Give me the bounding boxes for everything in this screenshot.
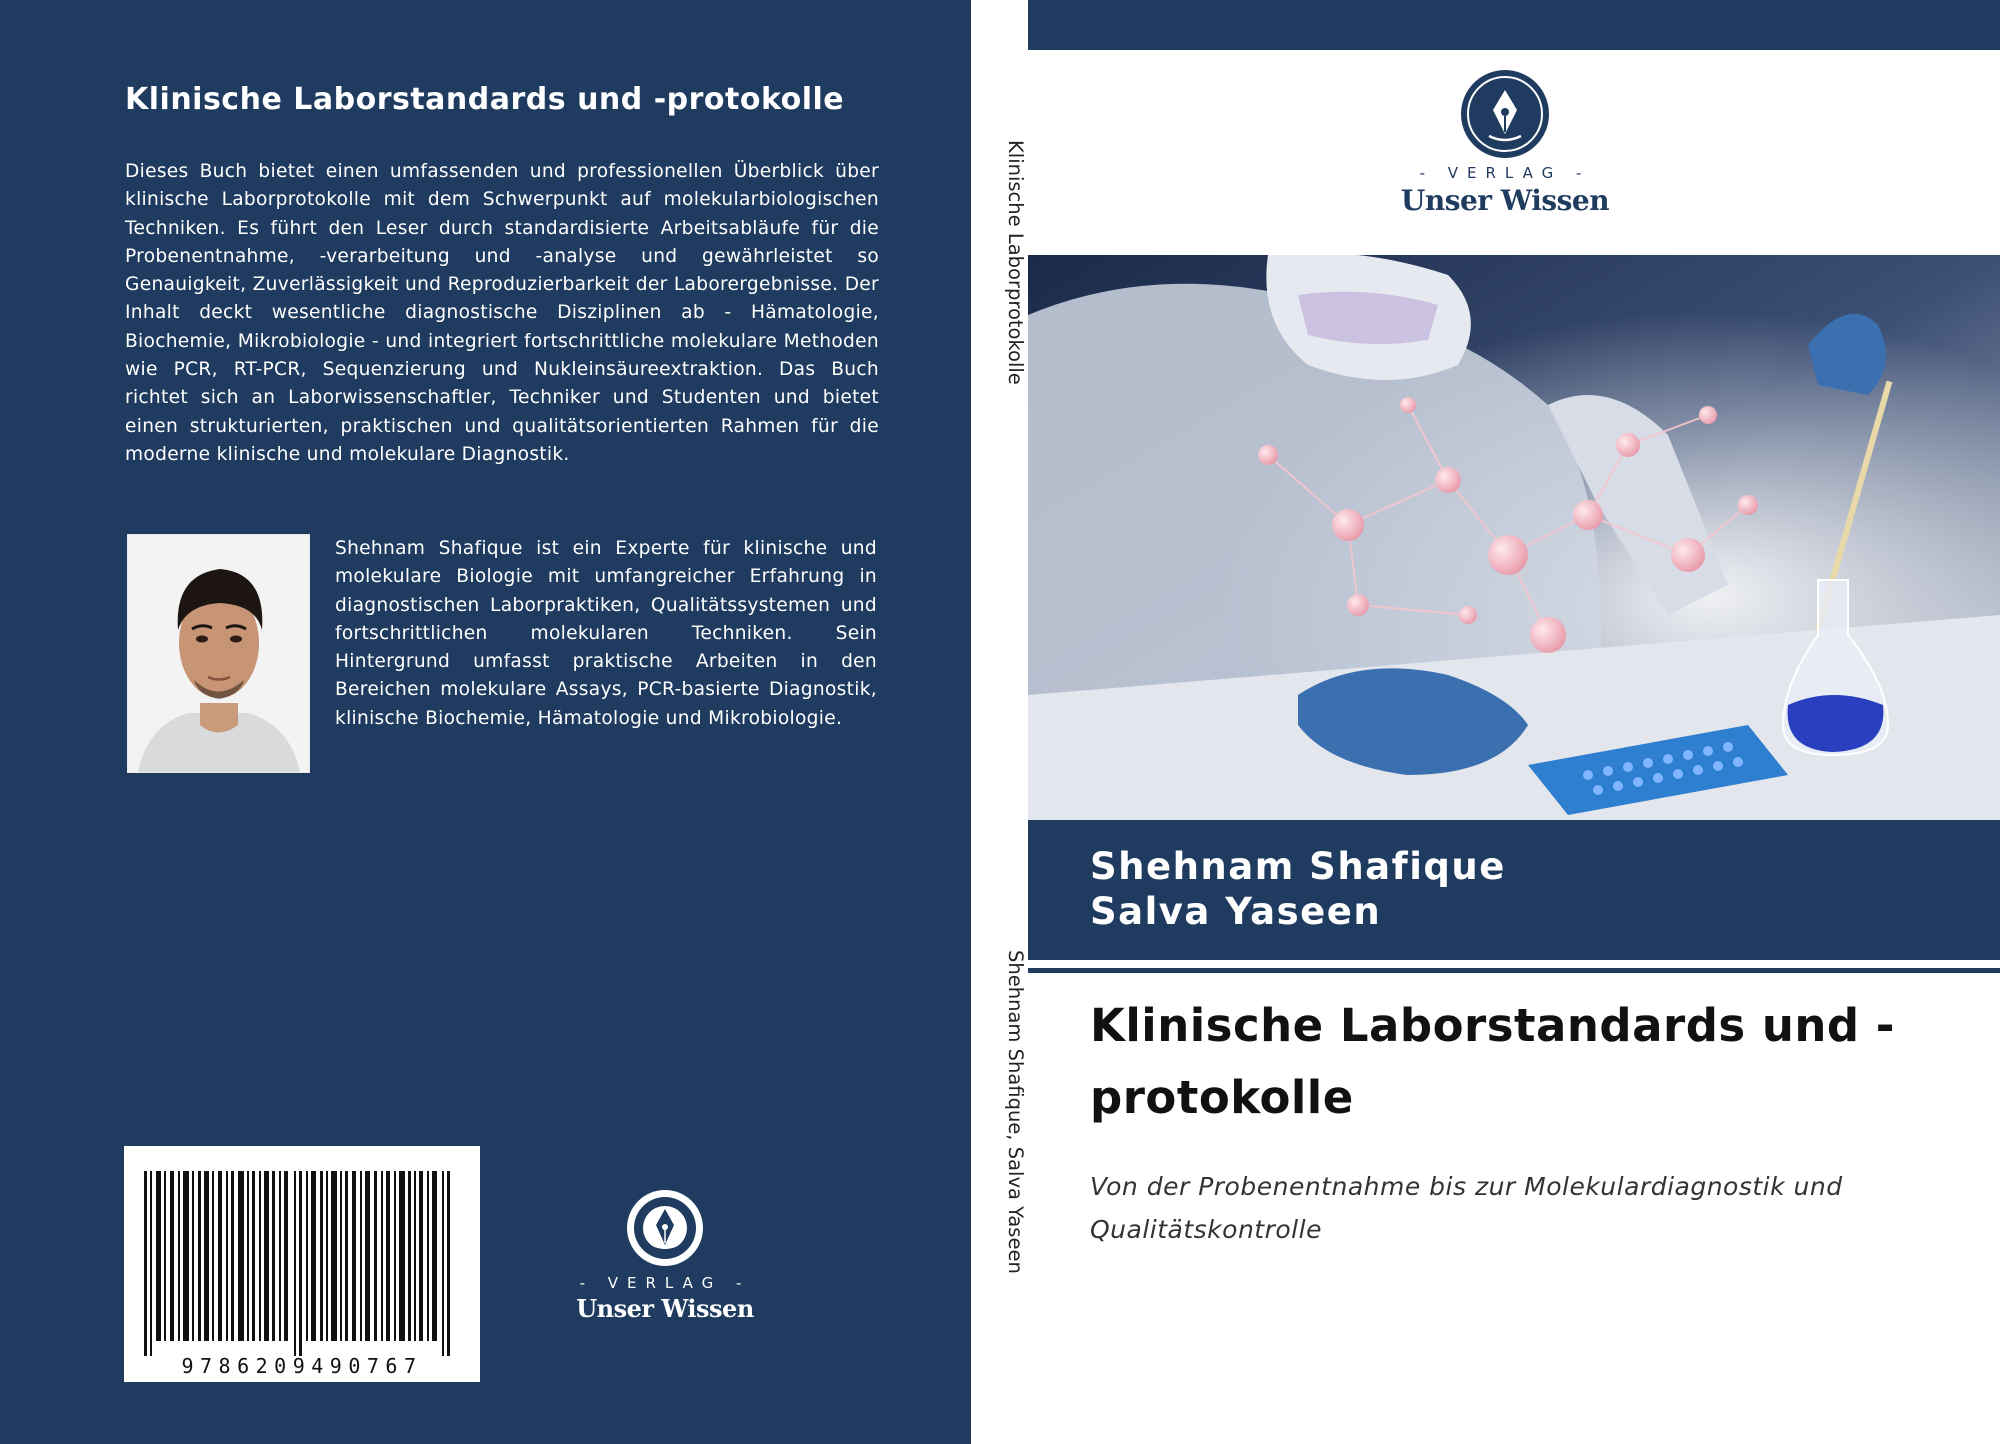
fountain-pen-nib-icon (632, 1195, 698, 1261)
front-cover-subtitle: Von der Probenentnahme bis zur Molekulardiagnostik und Qualitätskontrolle (1090, 1172, 1843, 1244)
publisher-seal (627, 1190, 703, 1266)
publisher-logo-front (1390, 70, 1620, 217)
publisher-verlag-label-front: - VERLAG - (1419, 164, 1591, 182)
publisher-logo-back (560, 1190, 770, 1323)
front-cover-title: Klinische Laborstandards und -protokolle (1090, 999, 1895, 1124)
cover-photo-lab-scientist (1028, 255, 2000, 820)
author-bio: Shehnam Shafique ist ein Experte für klinische und molekulare Biologie mit umfangreicher Erfahrung in diagnostischen Laborpraktiken, Qualitätssystemen und fortschrittlichen molekularen Techniken. Sein Hintergrund umfasst praktische Arbeiten in den Bereichen molekulare Assays, PCR-basierte Diagnostik, klinische Biochemie, Hämatologie und Mikrobiologie. (335, 538, 877, 729)
front-author-1: Shehnam Shafique (1090, 845, 1506, 888)
author-photo (127, 534, 310, 773)
barcode-icon (124, 1146, 480, 1382)
fountain-pen-nib-icon (1465, 74, 1545, 154)
back-cover-blurb: Dieses Buch bietet einen umfassenden und professionellen Überblick über klinische Laborprotokolle mit dem Schwerpunkt auf molekularbiologischen Techniken. Es führt den Leser durch standardisierte Arbeitsabläufe für die Probenentnahme, -verarbeitung und -analyse und gewährleistet so Genauigkeit, Zuverlässigkeit und Reproduzierbarkeit der Laborergebnisse. Der Inhalt deckt wesentliche diagnostische Disziplinen ab - Hämatologie, Biochemie, Mikrobiologie - und integriert fortschrittliche molekulare Methoden wie PCR, RT-PCR, Sequenzierung und Nukleinsäureextraktion. Das Buch richtet sich an Laborwissenschaftler, Techniker und Studenten und bietet einen strukturierten, praktischen und qualitätsorientierten Rahmen für die moderne klinische und molekulare Diagnostik. (125, 161, 879, 465)
isbn-barcode (124, 1146, 480, 1382)
lab-scientist-illustration (1028, 255, 2000, 820)
publisher-verlag-label: - VERLAG - (579, 1274, 751, 1292)
publisher-name: Unser Wissen (576, 1294, 754, 1323)
author-portrait-illustration (128, 535, 309, 772)
back-cover-title: Klinische Laborstandards und -protokolle (125, 82, 845, 117)
publisher-name-front: Unser Wissen (1400, 184, 1610, 217)
front-author-2: Salva Yaseen (1090, 890, 1382, 933)
spine-title: Klinische Laborprotokolle (1004, 140, 1027, 385)
publisher-seal-front (1461, 70, 1549, 158)
front-top-bar (1028, 0, 2000, 50)
separator-line (1028, 968, 2000, 973)
spine-authors: Shehnam Shafique, Salva Yaseen (1004, 950, 1027, 1274)
isbn-digits: 9786209490767 (181, 1354, 423, 1378)
